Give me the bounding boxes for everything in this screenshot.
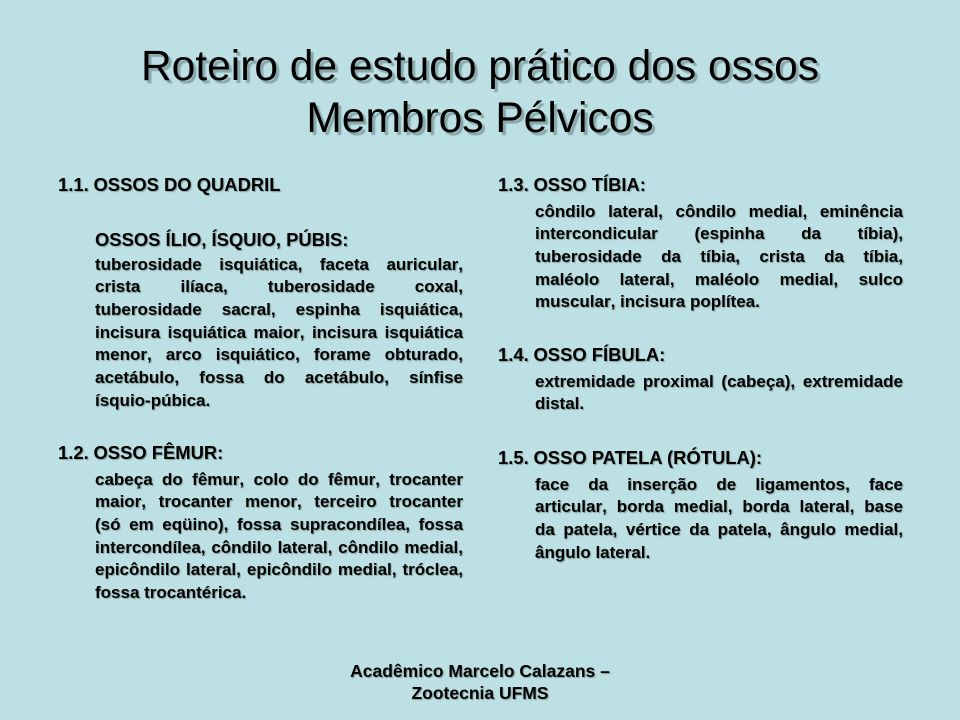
section-heading-text: OSSO FÍBULA:	[533, 343, 666, 365]
body-line: acetábulo, fossa do acetábulo, sínfise	[95, 368, 463, 388]
body-line: intercondílea, côndilo lateral, côndilo medial,	[95, 537, 463, 557]
body-line: muscular, incisura poplítea.	[535, 292, 760, 312]
body-line: face da inserção de ligamentos, face	[535, 474, 903, 494]
section-1-4-body	[535, 371, 903, 416]
section-1-5-heading	[498, 447, 762, 470]
section-1-2-body	[95, 469, 463, 605]
body-line: maior, trocanter menor, terceiro trocanter	[95, 492, 463, 512]
section-number: 1.3.	[498, 173, 529, 195]
section-1-5-body	[535, 474, 903, 565]
body-line: articular, borda medial, borda lateral, base	[535, 497, 903, 517]
body-line: intercondicular (espinha da tíbia),	[535, 224, 903, 244]
slide-title-line-1: Roteiro de estudo prático dos ossos	[140, 43, 820, 90]
section-number: 1.5.	[498, 446, 529, 468]
section-1-4-heading	[498, 344, 665, 367]
section-1-1-heading	[58, 174, 281, 197]
body-line: ísquio-púbica.	[95, 390, 211, 410]
body-line: crista ilíaca, tuberosidade coxal,	[95, 277, 463, 297]
body-line: distal.	[535, 394, 585, 414]
section-1-1-subheading: OSSOS ÍLIO, ÍSQUIO, PÚBIS:	[95, 228, 349, 250]
body-line: tuberosidade da tíbia, crista da tíbia,	[535, 247, 903, 266]
body-line: incisura isquiática maior, incisura isquiática	[95, 322, 463, 342]
body-line: ângulo lateral.	[535, 542, 651, 562]
body-line: da patela, vértice da patela, ângulo medial,	[535, 520, 903, 539]
section-1-3-heading	[498, 174, 646, 197]
slide-title	[0, 41, 960, 145]
section-heading-text: OSSOS DO QUADRIL	[93, 173, 281, 195]
section-number: 1.2.	[58, 441, 89, 463]
footer-line-1: Acadêmico Marcelo Calazans –	[350, 660, 610, 681]
body-line: menor, arco isquiático, forame obturado,	[95, 345, 463, 365]
body-line: epicôndilo lateral, epicôndilo medial, tróclea,	[95, 560, 463, 580]
section-1-3-body	[535, 201, 903, 315]
section-heading-text: OSSO PATELA (RÓTULA):	[533, 446, 762, 468]
section-heading-text: OSSO FÊMUR:	[93, 441, 224, 463]
section-1-2-heading	[58, 442, 223, 465]
section-1-1-body	[95, 254, 463, 413]
section-heading-text: OSSO TÍBIA:	[533, 173, 646, 195]
footer-line-2: Zootecnia UFMS	[411, 683, 549, 704]
body-line: tuberosidade isquiática, faceta auricular,	[95, 254, 463, 274]
body-line: fossa trocantérica.	[95, 583, 247, 603]
body-line: (só em eqüino), fossa supracondílea, fossa	[95, 515, 463, 534]
body-line: côndilo lateral, côndilo medial, eminência	[535, 201, 903, 221]
body-line: extremidade proximal (cabeça), extremidade	[535, 371, 903, 391]
section-number: 1.1.	[58, 173, 89, 195]
body-line: cabeça do fêmur, colo do fêmur, trocanter	[95, 469, 463, 489]
footer-credit	[0, 660, 960, 705]
body-line: tuberosidade sacral, espinha isquiática,	[95, 300, 463, 319]
section-number: 1.4.	[498, 343, 529, 365]
slide-title-line-2: Membros Pélvicos	[306, 95, 654, 142]
body-line: maléolo lateral, maléolo medial, sulco	[535, 269, 903, 289]
